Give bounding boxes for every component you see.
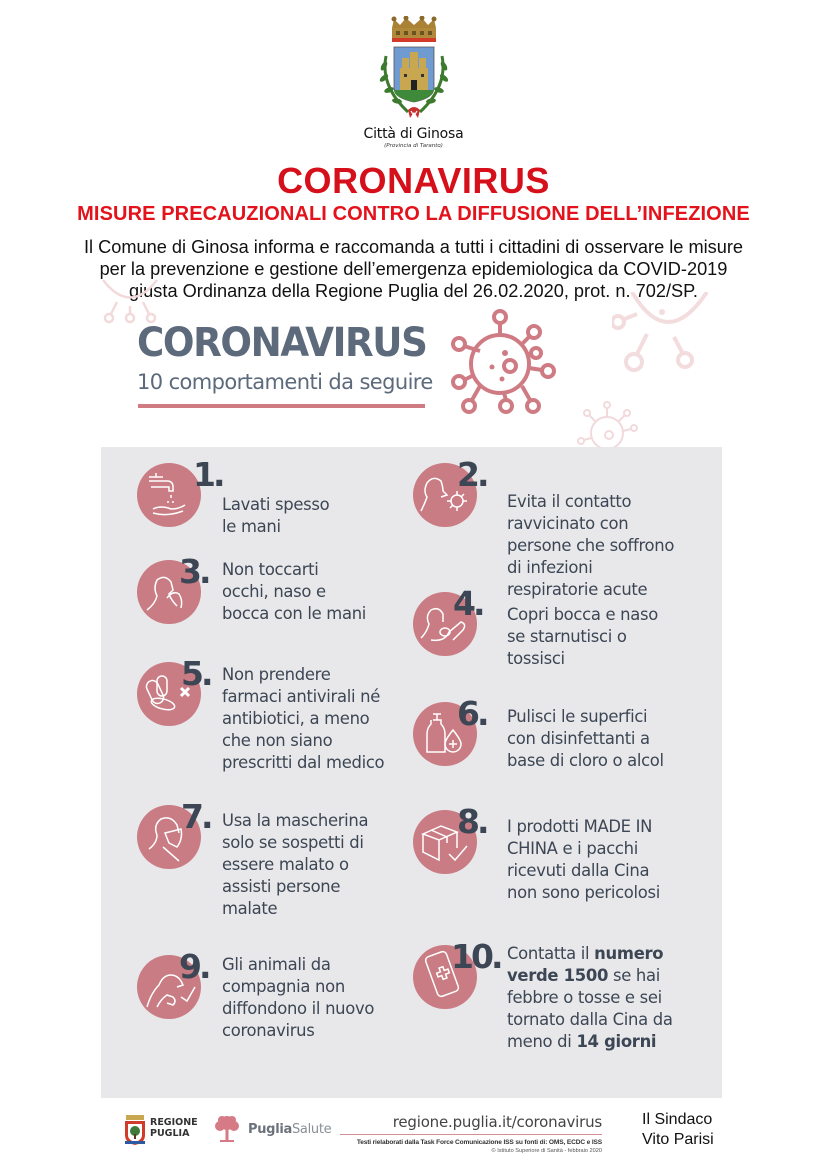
item-number: 6.: [457, 694, 487, 733]
virus-decoration-icon: [612, 292, 717, 377]
item-text: Lavati spesso le mani: [222, 495, 330, 536]
crown-icon: [392, 16, 437, 42]
city-name: Città di Ginosa: [363, 126, 464, 142]
item-number: 7.: [181, 797, 211, 836]
main-title: CORONAVIRUS: [277, 160, 550, 201]
puglia-salute-label: PugliaSalute: [248, 1122, 332, 1137]
item-text: Usa la mascherina solo se sospetti di essere malato o assisti persone malate: [222, 811, 369, 918]
mayor-name: Vito Parisi: [642, 1131, 714, 1148]
sub-title: MISURE PRECAUZIONALI CONTRO LA DIFFUSIONE DELL’INFEZIONE: [77, 203, 750, 225]
footer-divider: [340, 1134, 602, 1135]
item-number: 2.: [457, 455, 487, 494]
virus-decoration-icon: [572, 398, 642, 448]
item-number: 8.: [457, 802, 487, 841]
item-text: Pulisci le superfici con disinfettanti a base di cloro o alcol: [507, 707, 664, 770]
handwash-icon: [137, 463, 201, 527]
intro-line: per la prevenzione e gestione dell’emergenza epidemiologica da COVID-2019: [99, 259, 728, 279]
regione-puglia-logo: [123, 1115, 198, 1150]
city-province: (Provincia di Taranto): [384, 143, 443, 149]
item-number: 1.: [193, 455, 223, 494]
item-text: I prodotti MADE IN CHINA e i pacchi ricevuti dalla Cina non sono pericolosi: [507, 817, 661, 902]
item-number: 5.: [181, 654, 211, 693]
tree-icon: [212, 1114, 242, 1144]
mayor-signature: [642, 1110, 714, 1150]
regione-puglia-crest-icon: [123, 1115, 147, 1145]
item-number: 4.: [453, 584, 483, 623]
item-text: Evita il contatto ravvicinato con persone che soffrono di infezioni respiratorie acute: [507, 492, 675, 599]
item-text: Non toccarti occhi, naso e bocca con le mani: [222, 560, 367, 623]
title-underline: [138, 404, 425, 408]
source-credit: Testi rielaborati dalla Task Force Comunicazione ISS su fonti di: OMS, ECDC e ISS: [356, 1139, 602, 1146]
behaviors-panel: [101, 447, 722, 1098]
item-text: Copri bocca e naso se starnutisci o tossisci: [507, 605, 658, 668]
website-link[interactable]: regione.puglia.it/coronavirus: [392, 1113, 602, 1131]
item-number: 3.: [179, 552, 209, 591]
item-text: Non prendere farmaci antivirali né antibiotici, a meno che non siano prescritti dal medico: [222, 665, 385, 772]
intro-line: Il Comune di Ginosa informa e raccomanda a tutti i cittadini di osservare le misure: [83, 237, 744, 257]
item-number: 9.: [179, 947, 209, 986]
infographic-title: CORONAVIRUS: [137, 320, 427, 366]
item-text: Gli animali da compagnia non diffondono il nuovo coronavirus: [222, 955, 375, 1040]
city-crest: [372, 16, 456, 126]
virus-icon: [442, 308, 560, 416]
infographic-subtitle: 10 comportamenti da seguire: [137, 370, 433, 394]
copyright: © Istituto Superiore di Sanità - febbraio 2020: [491, 1148, 602, 1154]
item-number: 10.: [451, 937, 501, 976]
intro-line: giusta Ordinanza della Regione Puglia del 26.02.2020, prot. n. 702/SP.: [129, 281, 698, 301]
regione-puglia-label: REGIONE PUGLIA: [150, 1117, 198, 1139]
mayor-title: Il Sindaco: [642, 1111, 713, 1128]
item-text: Contatta il numero verde 1500 se hai febbre o tosse e sei tornato dalla Cina da meno di 14 giorni: [507, 944, 673, 1051]
puglia-salute-logo: [212, 1114, 332, 1149]
